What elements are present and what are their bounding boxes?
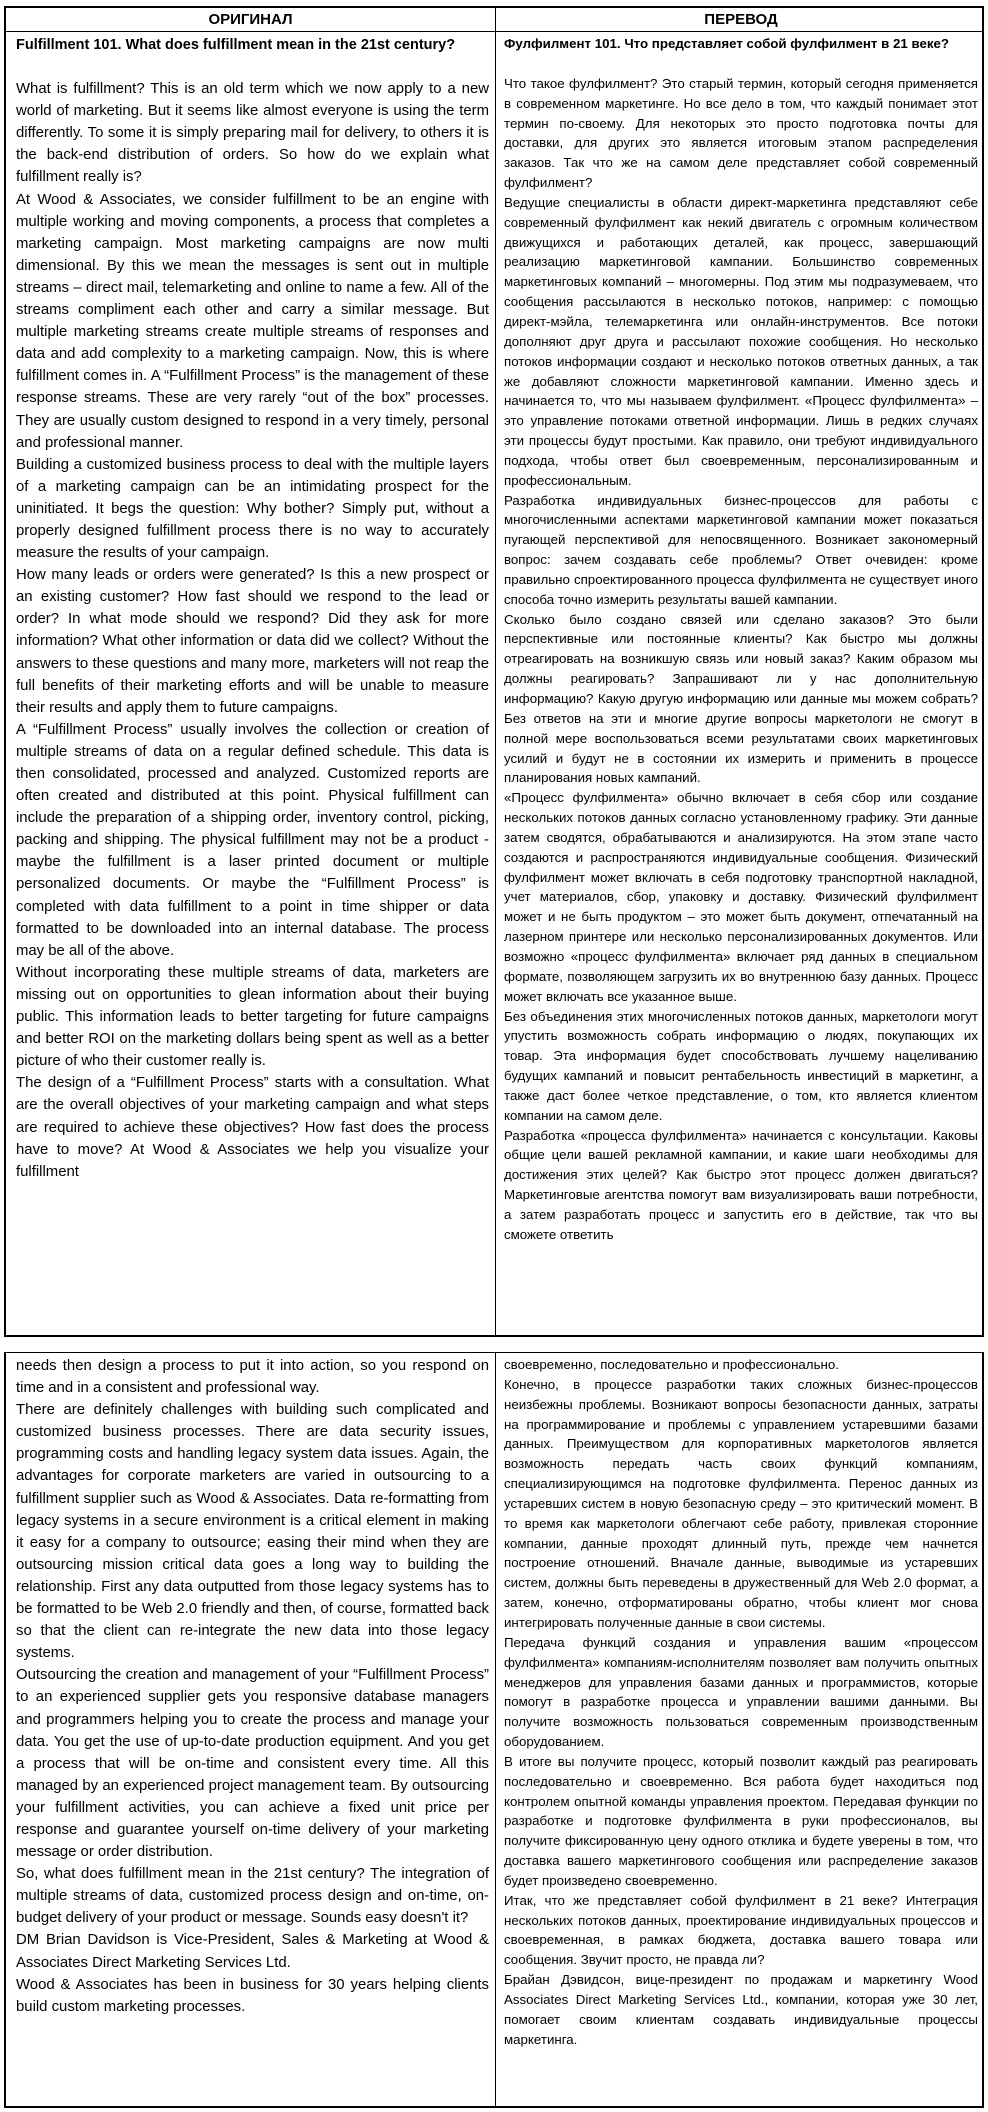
russian-paragraph: Брайан Дэвидсон, вице-президент по продажам и маркетингу Wood Associates Direct Marketing Services Ltd., компании, которая уже 30 лет, помогает своим клиентам создавать индивидуальные процессы маркетинга.: [504, 1972, 978, 2047]
russian-paragraph: своевременно, последовательно и профессионально.: [504, 1357, 839, 1372]
english-paragraph: So, what does fulfillment mean in the 21st century? The integration of multiple streams of data, customized process design and on-time, on-budget delivery of your product or message. Sounds easy doesn't it?: [16, 1866, 489, 1927]
russian-paragraph: Конечно, в процессе разработки таких сложных бизнес-процессов неизбежны проблемы. Возникают вопросы безопасности данных, затраты на программирование и проблемы с управлением устаревшими базами данных. Преимуществом для корпоративных маркетологов является возможность передать часть своих функций компаниям, специализирующимся на подготовке фулфилмента. Перенос данных из устаревших систем в новую безопасную среду – это критический момент. В то время как маркетологи облегчают себе работу, привлекая сторонние компании, данные проходят длинный путь, прежде чем начнется построение отношений. Вначале данные, выводимые из устаревших систем, должны быть переведены в дружественный для Web 2.0 формат, а затем, конечно, отформатированы обратно, чтобы клиент мог снова интегрировать полученные данные в свои системы.: [504, 1376, 978, 1630]
translation-table-part-1: [4, 6, 984, 1337]
header-translation: ПЕРЕВОД: [704, 11, 778, 28]
russian-paragraph: Разработка «процесса фулфилмента» начинается с консультации. Каковы общие цели вашей рекламной кампании, и какие шаги необходимы для достижения этих целей? Как быстро этот процесс должен двигаться? Маркетинговые агентства помогут вам визуализировать ваши потребности, а затем разработать процесс и запустить его в действие, так что вы сможете ответить: [504, 1127, 978, 1242]
russian-paragraph: Сколько было создано связей или сделано заказов? Это были перспективные или постоянные клиенты? Как быстро мы должны отреагировать на возникшую связь или новый заказ? Каким образом мы должны реагировать? Запрашивают ли у нас дополнительную информацию? Какую другую информацию или данные мы можем собрать? Без ответов на эти и многие другие вопросы маркетологи не смогут в полной мере воспользоваться всеми результатами своих маркетинговых усилий и будут не в состоянии их измерить и применить в процессе планирования новых кампаний.: [504, 611, 978, 786]
table-body-row: [6, 32, 982, 1335]
english-paragraph: There are definitely challenges with building such complicated and customized business processes. There are data security issues, programming costs and handling legacy system data issues. Again, the advantages for corporate marketers are varied in outsourcing to a fulfillment supplier such as Wood & Associates. Data re-formatting from legacy systems in a secure environment is a critical element in making it easy for a company to outsource; easing their mind when they are outsourcing mission critical data goes a long way to building the relationship. First any data outputted from those legacy systems has to be formatted to be Web 2.0 friendly and then, of course, formatted back so that the client can re-integrate the new data into those legacy systems.: [16, 1402, 489, 1662]
original-column: [6, 1353, 496, 2106]
russian-paragraph: Ведущие специалисты в области директ-маркетинга представляют себе современный фулфилмент как некий двигатель с огромным количеством движущихся и работающих деталей, как процесс, завершающий реализацию маркетинговой кампании. Большинство современных маркетинговых компаний – многомерны. Под этим мы подразумеваем, что сообщения рассылаются в несколько потоков, например: с помощью директ-мэйла, телемаркетинга или онлайн-инструментов. Все потоки дополняют друг друга и рассылают похожие сообщения. Но несколько потоков информации создают и несколько потоков ответных данных, а так же добавляют сложности маркетинговой кампании. Именно здесь и начинается то, что мы называем фулфилмент. «Процесс фулфилмента» – это управление потоками ответной информации. Лишь в редких случаях эти процессы будут простыми. Как правило, они требуют индивидуального подхода, чтобы ответ был своевременным, персонализированным и профессиональным.: [504, 194, 978, 488]
spacer: [16, 56, 489, 78]
english-paragraph: At Wood & Associates, we consider fulfillment to be an engine with multiple working and moving components, a process that completes a marketing campaign. Most marketing campaigns are now multi dimensional. By this we mean the messages is sent out in multiple streams – direct mail, telemarketing and online to name a few. All of the streams compliment each other and carry a similar message. But multiple marketing streams create multiple streams of responses and data and add complexity to a marketing campaign. Now, this is where fulfillment comes in. A “Fulfillment Process” is the management of these response streams. These are very rarely “out of the box” processes. They are usually custom designed to respond in a very timely, personal and professional manner.: [16, 191, 489, 451]
english-paragraph: What is fulfillment? This is an old term which we now apply to a new world of marketing. But it seems like almost everyone is using the term differently. To some it is simply preparing mail for delivery, to others it is the back-end distribution of orders. So how do we explain what fulfillment really is?: [16, 81, 489, 186]
english-paragraph: Outsourcing the creation and management of your “Fulfillment Process” to an experienced supplier gets you responsive database managers and programmers helping you to create the process and manage your data. You get the use of up-to-date production equipment. And you get a process that will be on-time and consistent every time. All this managed by an experienced project management team. By outsourcing your fulfillment activities, you can achieve a fixed unit price per response and guarantee yourself on-time delivery of your marketing message or order distribution.: [16, 1667, 489, 1861]
spacer: [504, 54, 978, 74]
russian-title: Фулфилмент 101. Что представляет собой фулфилмент в 21 веке?: [504, 36, 950, 51]
header-original: ОРИГИНАЛ: [6, 8, 496, 31]
russian-paragraph: Разработка индивидуальных бизнес-процессов для работы с многочисленными аспектами маркетинговой кампании может показаться пугающей перспективой для непосвященного. Возникает закономерный вопрос: зачем создавать себе проблемы? Ответ очевиден: кроме правильно спроектированного процесса фулфилмента не существует иного способа точно измерить результаты вашей кампании.: [504, 492, 978, 607]
russian-paragraph: «Процесс фулфилмента» обычно включает в себя сбор или создание нескольких потоков данных согласно установленному графику. Эти данные затем сводятся, обрабатываются и анализируются. На этом этапе часто создаются и распространяются индивидуальные сообщения. Физический фулфилмент может включать в себя подготовку транспортной накладной, учет материалов, сбор, упаковку и доставку. Физический фулфилмент может и не быть продуктом – это может быть документ, отпечатанный на лазерном принтере или несколько персонализированных документов. Или возможно «процесс фулфилмента» включает ряд данных в специальном формате, позволяющем загрузить их во внутреннюю базу данных. Процесс может включать все указанное выше.: [504, 790, 978, 1004]
russian-paragraph: Без объединения этих многочисленных потоков данных, маркетологи могут упустить возможность собрать информацию о людях, покупающих их товар. Эта информация будет способствовать лучшему нацеливанию будущих кампаний и повысит рентабельность инвестиций в маркетинг, а также даст более четкое представление, о том, кто является клиентом компании на самом деле.: [504, 1008, 978, 1123]
original-column: [6, 32, 496, 1335]
english-paragraph: DM Brian Davidson is Vice-President, Sales & Marketing at Wood & Associates Direct Marketing Services Ltd.: [16, 1932, 489, 1971]
translation-column: [496, 32, 986, 1335]
table-body-row: [6, 1353, 982, 2106]
russian-paragraph: Итак, что же представляет собой фулфилмент в 21 веке? Интеграция нескольких потоков данных, проектирование индивидуальных процессов и своевременная, в рамках бюджета, доставка вашего товара или сообщения. Звучит просто, не правда ли?: [504, 1892, 978, 1968]
english-paragraph: A “Fulfillment Process” usually involves the collection or creation of multiple streams of data on a regular defined schedule. This data is then consolidated, processed and analyzed. Customized reports are often created and distributed at this point. Physical fulfillment can include the preparation of a shipping order, inventory control, picking, packing and shipping. The physical fulfillment may not be a product - maybe the fulfillment is a laser printed document or multiple personalized documents. Or maybe the “Fulfillment Process” is completed with data fulfillment to a point in time shipper or data formatted to be downloaded into an internal database. The process may be all of the above.: [16, 721, 489, 959]
english-paragraph: How many leads or orders were generated? Is this a new prospect or an existing customer? How fast should we respond to the lead or order? In what mode should we respond? Did they ask for more information? What other information or data did we collect? Without the answers to these questions and many more, marketers will not reap the full benefits of their marketing efforts and will be unable to measure their results and apply them to future campaigns.: [16, 567, 489, 716]
russian-paragraph: Передача функций создания и управления вашим «процессом фулфилмента» компаниям-исполнителям позволяет вам получить опытных менеджеров для управления базами данных и программистов, которые помогут в разработке процесса и управлении вашими данными. Вы получите возможность пользоваться современным производственным оборудованием.: [504, 1634, 978, 1750]
translation-table-part-2: [4, 1352, 984, 2108]
english-paragraph: The design of a “Fulfillment Process” starts with a consultation. What are the overall objectives of your marketing campaign and what steps are required to achieve these objectives? How fast does the process have to move? At Wood & Associates we help you visualize your fulfillment: [16, 1075, 489, 1180]
english-paragraph: Without incorporating these multiple streams of data, marketers are missing out on opportunities to glean information about their buying public. This information leads to better targeting for future campaigns and better ROI on the marketing dollars being spent as well as a better picture of who their customer really is.: [16, 964, 489, 1070]
table-header-row: [6, 8, 982, 32]
english-paragraph: Wood & Associates has been in business for 30 years helping clients build custom marketing processes.: [16, 1976, 489, 2015]
russian-paragraph: Что такое фулфилмент? Это старый термин, который сегодня применяется в современном маркетинге. Но все дело в том, что каждый понимает этот термин по-своему. Для некоторых это просто подготовка почты для доставки, для других это является итоговым этапом распределения заказов. Так что же на самом деле представляет собой современный фулфилмент?: [504, 75, 978, 191]
english-paragraph: needs then design a process to put it into action, so you respond on time and in a consistent and professional way.: [16, 1358, 489, 1397]
english-paragraph: Building a customized business process to deal with the multiple layers of a marketing campaign can be an intimidating prospect for the uninitiated. It begs the question: Why bother? Simply put, without a properly designed fulfillment process there is no way to accurately measure the results of your campaign.: [16, 456, 489, 562]
russian-paragraph: В итоге вы получите процесс, который позволит каждый раз реагировать последовательно и своевременно. Вся работа будет находиться под контролем опытной команды управления проектом. Передавая функции по разработке и подготовке фулфилмента в руки профессионалов, вы получите фиксированную цену одного отклика и будете уверены в том, что доставка вашего маркетингового сообщения или распределение заказов будет произведено своевременно.: [504, 1753, 978, 1888]
english-title: Fulfillment 101. What does fulfillment mean in the 21st century?: [16, 37, 456, 53]
translation-column: [496, 1353, 986, 2106]
